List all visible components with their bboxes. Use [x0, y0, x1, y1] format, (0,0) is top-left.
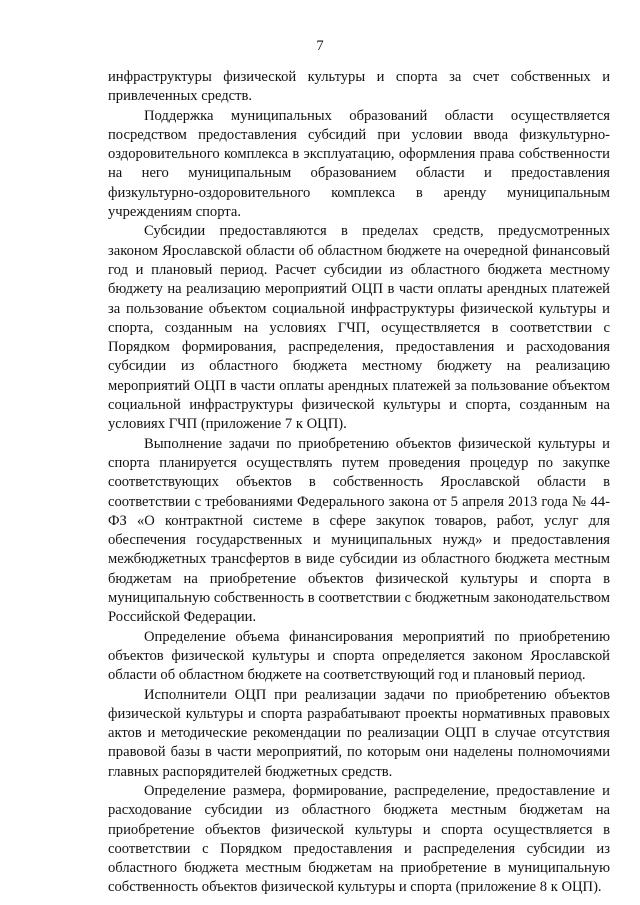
document-body	[108, 68, 610, 898]
paragraph-acquisition-task: Выполнение задачи по приобретению объектов физической культуры и спорта планируется осуществлять путем проведения процедур по закупке соответствующих объектов в собственность Ярославской области в соответствии с требованиями Федерального закона от 5 апреля 2013 года № 44-ФЗ «О контрактной системе в сфере закупок товаров, работ, услуг для обеспечения государственных и муниципальных нужд» и предоставления межбюджетных трансфертов в виде субсидии из областного бюджета местным бюджетам на приобретение объектов физической культуры и спорта в муниципальную собственность в соответствии с бюджетным законодательством Российской Федерации.	[108, 435, 610, 626]
paragraph-continuation: инфраструктуры физической культуры и спорта за счет собственных и привлеченных средств.	[108, 69, 610, 105]
paragraph-support-municipalities: Поддержка муниципальных образований области осуществляется посредством предоставления субсидий при условии ввода физкультурно-оздоровительного комплекса в эксплуатацию, оформления права собственности на него муниципальным образованием области и предоставления физкультурно-оздоровительного комплекса в аренду муниципальным учреждениям спорта.	[108, 107, 610, 221]
paragraph-executors: Исполнители ОЦП при реализации задачи по приобретению объектов физической культуры и спорта разрабатывают проекты нормативных правовых актов и методические рекомендации по реализации ОЦП в случае отсутствия правовой базы в части мероприятий, по которым они наделены полномочиями главных распорядителей бюджетных средств.	[108, 686, 610, 780]
paragraph-financing-volume: Определение объема финансирования мероприятий по приобретению объектов физической культуры и спорта определяется законом Ярославской области об областном бюджете на соответствующий год и плановый период.	[108, 628, 610, 684]
page-number: 7	[316, 38, 324, 54]
paragraph-subsidy-procedure: Определение размера, формирование, распределение, предоставление и расходование субсидии из областного бюджета местным бюджетам на приобретение объектов физической культуры и спорта осуществляется в соответствии с Порядком предоставления и распределения субсидии из областного бюджета местным бюджетам на приобретение в муниципальную собственность объектов физической культуры и спорта (приложение 8 к ОЦП).	[108, 782, 610, 896]
paragraph-subsidies-limits: Субсидии предоставляются в пределах средств, предусмотренных законом Ярославской области об областном бюджете на очередной финансовый год и плановый период. Расчет субсидии из областного бюджета местному бюджету на реализацию мероприятий ОЦП в части оплаты арендных платежей за пользование объектом социальной инфраструктуры физической культуры и спорта, созданным на условиях ГЧП, осуществляется в соответствии с Порядком формирования, распределения, предоставления и расходования субсидии из областного бюджета местному бюджету на реализацию мероприятий ОЦП в части оплаты арендных платежей за пользование объектом социальной инфраструктуры физической культуры и спорта, созданным на условиях ГЧП (приложение 7 к ОЦП).	[108, 223, 610, 433]
